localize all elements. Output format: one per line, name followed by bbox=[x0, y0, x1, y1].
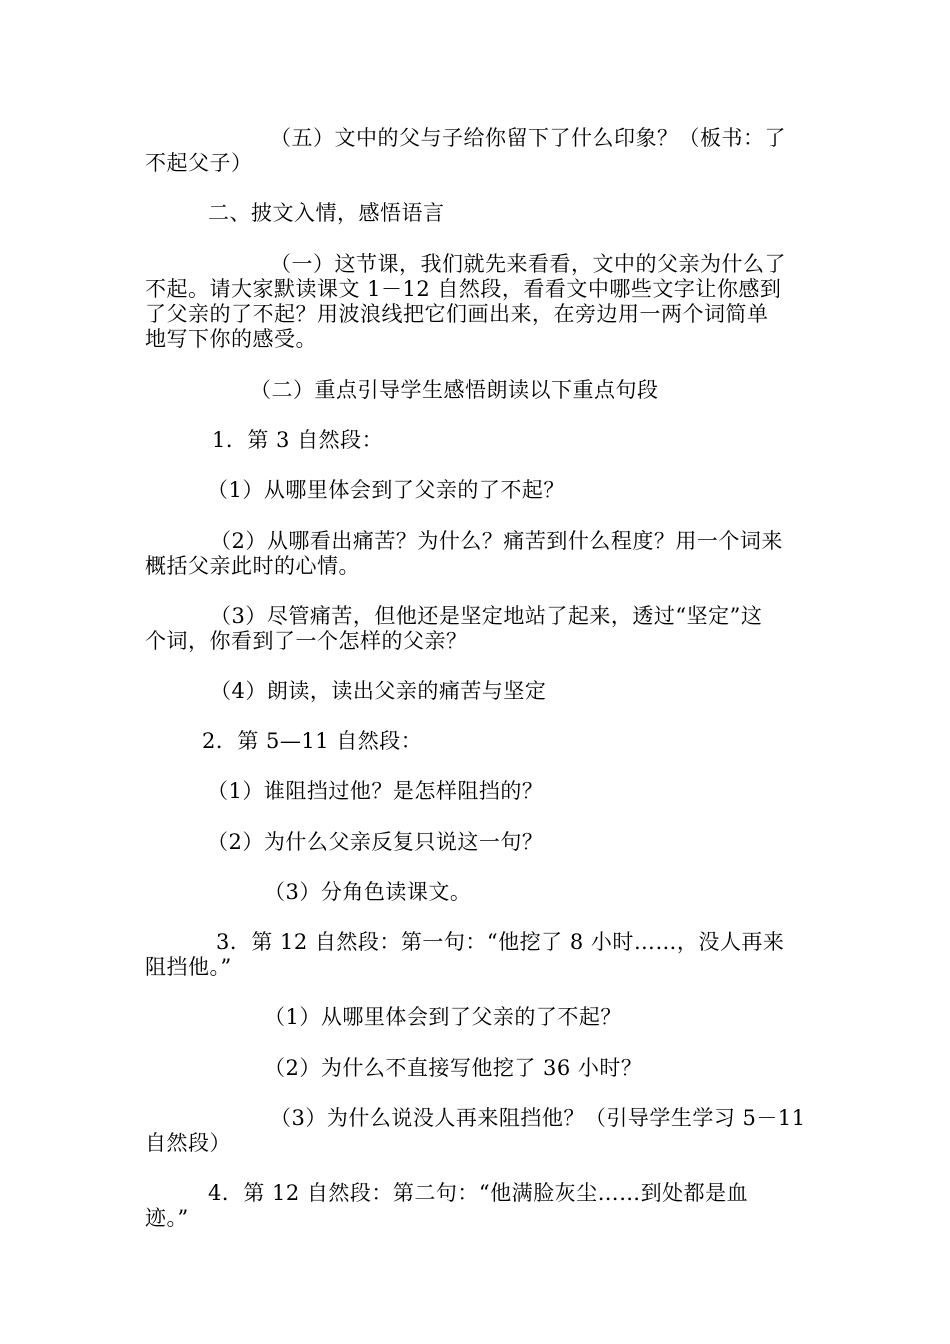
text-line: （4）朗读，读出父亲的痛苦与坚定 bbox=[210, 679, 547, 703]
text-line: 了父亲的了不起？用波浪线把它们画出来，在旁边用一两个词简单 bbox=[145, 302, 769, 326]
text-line: （1）谁阻挡过他？是怎样阻挡的？ bbox=[207, 779, 544, 803]
text-line: 概括父亲此时的心情。 bbox=[145, 554, 360, 578]
text-line: 阻挡他。” bbox=[145, 955, 232, 979]
text-line: （1）从哪里体会到了父亲的了不起？ bbox=[207, 478, 565, 502]
text-line: （3）分角色读课文。 bbox=[264, 880, 472, 904]
text-line: 1．第 3 自然段： bbox=[212, 428, 384, 452]
text-line: 不起。请大家默读课文 1－12 自然段，看看文中哪些文字让你感到 bbox=[145, 277, 782, 301]
text-line: 2．第 5—11 自然段： bbox=[202, 729, 423, 753]
text-line: （二）重点引导学生感悟朗读以下重点句段 bbox=[250, 378, 659, 402]
text-line: （2）从哪看出痛苦？为什么？痛苦到什么程度？用一个词来 bbox=[210, 529, 783, 553]
text-line: （一）这节课，我们就先来看看，文中的父亲为什么了 bbox=[270, 252, 786, 276]
text-line: 地写下你的感受。 bbox=[145, 327, 317, 351]
text-line: （1）从哪里体会到了父亲的了不起？ bbox=[264, 1005, 622, 1029]
text-line: 个词，你看到了一个怎样的父亲？ bbox=[145, 629, 468, 653]
text-line: （3）尽管痛苦，但他还是坚定地站了起来，透过“坚定”这 bbox=[210, 604, 763, 628]
text-line: 自然段） bbox=[145, 1131, 231, 1155]
text-line: 迹。” bbox=[145, 1206, 189, 1230]
text-line: （五）文中的父与子给你留下了什么印象？（板书：了 bbox=[270, 126, 786, 150]
text-line: 不起父子） bbox=[145, 151, 253, 175]
text-line: （2）为什么父亲反复只说这一句？ bbox=[207, 830, 544, 854]
text-line: （3）为什么说没人再来阻挡他？（引导学生学习 5－11 bbox=[270, 1106, 806, 1130]
text-line: （2）为什么不直接写他挖了 36 小时？ bbox=[264, 1056, 643, 1080]
text-line: 3．第 12 自然段：第一句：“他挖了 8 小时……，没人再来 bbox=[216, 930, 785, 954]
section-heading: 二、披文入情，感悟语言 bbox=[208, 201, 445, 225]
text-line: 4．第 12 自然段：第二句：“他满脸灰尘……到处都是血 bbox=[208, 1181, 749, 1205]
